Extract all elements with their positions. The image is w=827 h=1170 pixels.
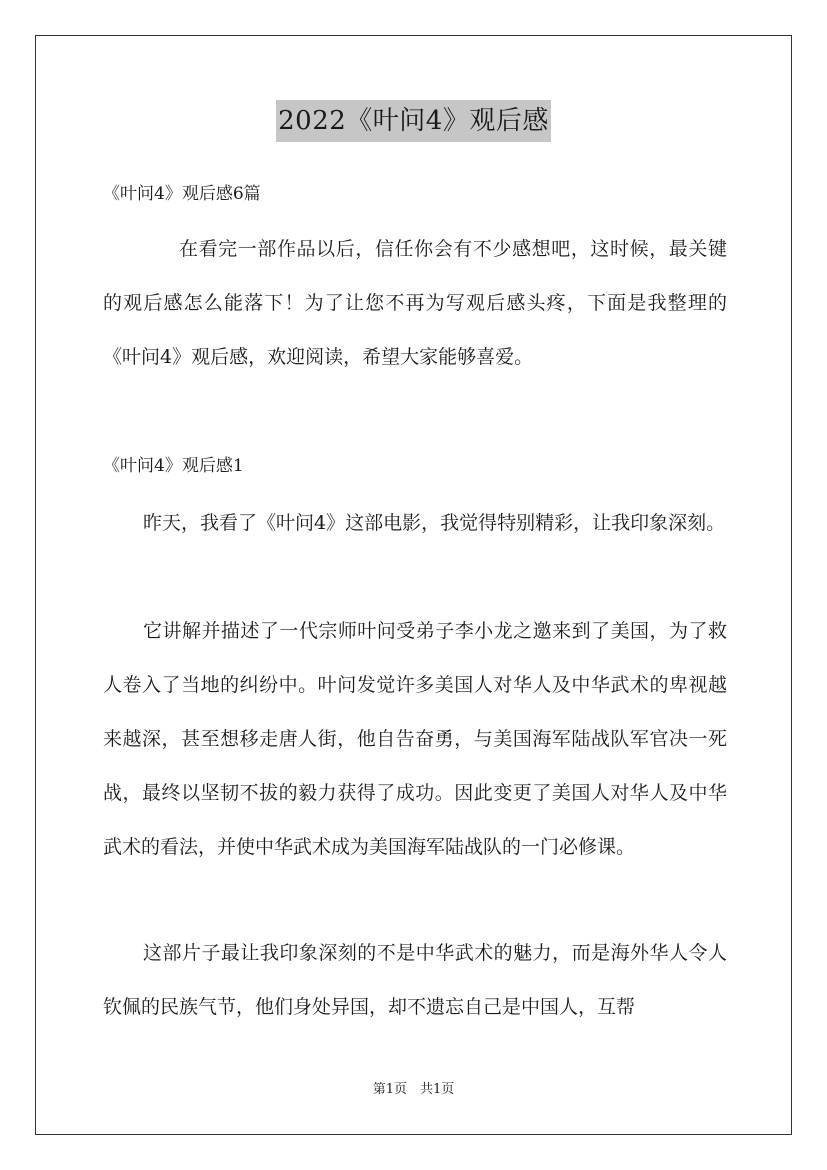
document-title: 2022《叶问4》观后感 bbox=[276, 100, 551, 142]
intro-paragraph: 在看完一部作品以后，信任你会有不少感想吧，这时候，最关键的观后感怎么能落下！为了让您不再为写观后感头疼，下面是我整理的《叶问4》观后感，欢迎阅读，希望大家能够喜爱。 bbox=[103, 238, 727, 368]
document-subtitle: 《叶问4》观后感6篇 bbox=[103, 184, 261, 204]
body-paragraph-1: 昨天，我看了《叶问4》这部电影，我觉得特别精彩，让我印象深刻。 bbox=[143, 512, 726, 534]
title-container bbox=[0, 100, 827, 142]
section-heading: 《叶问4》观后感1 bbox=[103, 456, 244, 476]
page-footer: 第1页 共1页 bbox=[372, 1082, 455, 1097]
body-paragraph-2: 它讲解并描述了一代宗师叶问受弟子李小龙之邀来到了美国，为了救人卷入了当地的纠纷中。叶问发觉许多美国人对华人及中华武术的卑视越来越深，甚至想移走唐人街，他自告奋勇，与美国海军陆战队军官决一死战，最终以坚韧不拔的毅力获得了成功。因此变更了美国人对华人及中华武术的看法，并使中华武术成为美国海军陆战队的一门必修课。 bbox=[103, 620, 727, 858]
body-paragraph-3: 这部片子最让我印象深刻的不是中华武术的魅力，而是海外华人令人钦佩的民族气节，他们身处异国，却不遗忘自己是中国人，互帮 bbox=[103, 942, 727, 1018]
